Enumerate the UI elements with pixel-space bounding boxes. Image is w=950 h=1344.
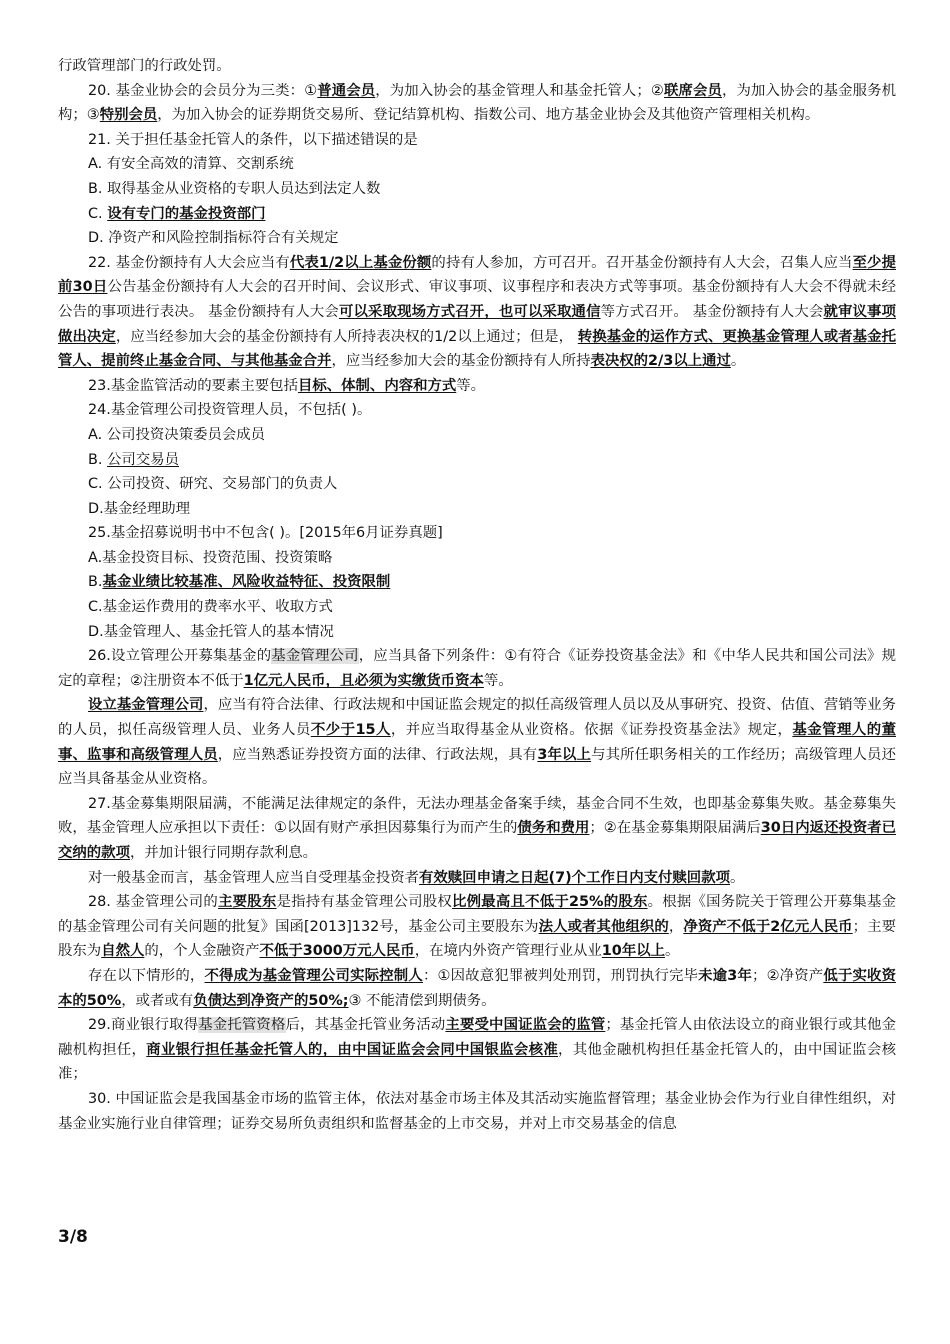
text-run: ，应当经参加大会的基金份额持有人所持表决权的1/2以上通过；但是， [115,328,578,345]
paragraph [58,693,896,791]
paragraph [58,620,896,645]
emphasized-text: 债务和费用 [517,820,590,837]
paragraph [58,374,896,399]
emphasized-text: 1亿元人民币，且必须为实缴货币资本 [243,672,484,689]
text-run: 对一般基金而言，基金管理人应当自受理基金投资者 [88,869,419,886]
text-run: 后，其基金托管业务活动 [285,1017,446,1034]
text-run: D.基金管理人、基金托管人的基本情况 [88,623,334,640]
paragraph [58,497,896,522]
emphasized-text: 有效赎回申请之日起(7)个工作日内支付赎回款项 [419,869,730,886]
text-run: ，应当熟悉证券投资方面的法律、行政法规，具有 [217,746,538,763]
document-body [58,54,896,1136]
text-run: B. [88,574,103,591]
text-run: ；基金托管人由依法设立的商业银行或其他金融机构担任， [58,1017,896,1058]
emphasized-text: 不低于3000万元人民币 [259,943,415,960]
emphasized-text: 商业银行担任基金托管人的，由中国证监会会同中国银监会核准 [146,1041,559,1058]
emphasized-text: 表决权的2/3以上通过 [590,353,731,370]
paragraph [58,964,896,1013]
emphasized-text: 至少提前30日 [58,254,896,296]
emphasized-text: 比例最高且不低于25%的股东 [452,894,648,911]
text-run: 29.商业银行取得 [88,1017,199,1034]
text-run: A.基金投资目标、投资范围、投资策略 [88,549,333,566]
emphasized-text: 自然人 [101,943,145,960]
text-run: ，为加入协会的基金管理人和基金托管人；② [375,82,664,99]
paragraph [58,472,896,497]
emphasized-text: 就审议事项做出决定 [58,303,896,345]
text-run: 。 [730,353,746,370]
text-run: ，并加计银行同期存款利息。 [129,845,318,861]
text-run: 等方式召开。 基金份额持有人大会 [600,303,824,320]
text-run: ，或者或有 [121,992,194,1009]
text-run: ；②在基金募集期限届满后 [589,820,761,837]
emphasized-text: 公司交易员 [107,451,179,468]
text-run: ，为加入协会的证券期货交易所、登记结算机构、指数公司、地方基金业协会及其他资产管理相关机构。 [157,107,820,124]
text-run: 30. 中国证监会是我国基金市场的监管主体，依法对基金市场主体及其活动实施监督管理；基金业协会作为行业自律性组织，对基金业实施行业自律管理；证券交易所负责组织和监督基金的上市交易，并对上市交易基金的信息 [58,1090,896,1132]
paragraph [58,177,896,202]
text-run: ：①因故意犯罪被判处刑罚，刑罚执行完毕 [422,967,699,984]
text-run: 等。 [483,672,513,689]
text-run: B. 取得基金从业资格的专职人员达到法定人数 [88,180,381,197]
paragraph [58,1087,896,1136]
text-run: ，其他金融机构担任基金托管人的，由中国证监会核准； [58,1041,896,1083]
text-run: 的，个人金融资产 [144,943,260,960]
emphasized-text: 联席会员 [663,82,722,99]
text-run: 21. 关于担任基金托管人的条件，以下描述错误的是 [88,131,418,148]
paragraph [58,423,896,448]
text-run: ，应当经参加大会的基金份额持有人所持 [331,353,591,370]
text-run: 25.基金招募说明书中不包含( )。[2015年6月证券真题] [88,525,443,542]
text-run: 存在以下情形的， [88,967,205,984]
text-run: 与其所任职务相关的工作经历；高级管理人员还应当具备基金从业资格。 [58,746,896,788]
text-run: 23.基金监管活动的要素主要包括 [88,377,298,394]
text-run: 公告基金份额持有人大会的召开时间、会议形式、审议事项、议事程序和表决方式等事项。基金份额持有人大会不得就未经公告的事项进行表决。 基金份额持有人大会 [58,279,896,320]
paragraph [58,202,896,227]
emphasized-text: 目标、体制、内容和方式 [297,377,457,394]
emphasized-text: 未逾3年 [698,967,753,984]
paragraph [58,448,896,473]
paragraph [58,128,896,153]
text-run: D. 净资产和风险控制指标符合有关规定 [88,230,339,247]
paragraph [58,54,896,79]
emphasized-text: 转换基金的运作方式、更换基金管理人或者基金托管人、提前终止基金合同、与其他基金合并 [58,328,896,370]
text-run: 22. 基金份额持有人大会应当有 [88,254,290,271]
text-run: 28. 基金管理公司的 [88,894,219,911]
text-run: ，应当有符合法律、行政法规和中国证监会规定的拟任高级管理人员以及从事研究、投资、估值、营销等业务的人员，拟任高级管理人员、业务人员 [58,697,896,739]
text-run: D.基金经理助理 [88,500,190,517]
text-run: ， [668,918,684,935]
emphasized-text: 低于实收资本的50% [58,967,896,1009]
paragraph [58,644,896,693]
paragraph [58,570,896,595]
text-run: 24.基金管理公司投资管理人员，不包括( )。 [88,402,372,419]
paragraph [58,251,896,374]
emphasized-text: 法人或者其他组织的 [538,918,669,935]
emphasized-text: 基金管理人的董事、监事和高级管理人员 [58,722,896,763]
emphasized-text: 3年以上 [537,746,592,763]
paragraph [58,1013,896,1087]
paragraph [58,546,896,571]
text-run: C. [88,205,108,222]
text-run: ③ 不能清偿到期债务。 [348,992,496,1009]
emphasized-text: 基金管理公司 [271,648,359,665]
text-run: 。根据《国务院关于管理公开募集基金的基金管理公司有关问题的批复》国函[2013]132号，基金公司主要股东为 [58,894,896,935]
emphasized-text: 特别会员 [99,107,158,124]
text-run: 。 [729,869,745,886]
paragraph [58,398,896,423]
paragraph [58,152,896,177]
paragraph [58,866,896,891]
text-run: A. 有安全高效的清算、交割系统 [88,156,294,173]
text-run: 27.基金募集期限届满，不能满足法律规定的条件，无法办理基金备案手续，基金合同不生效，也即基金募集失败。基金募集失败，基金管理人应承担以下责任：①以固有财产承担因募集行为而产生的 [58,795,896,837]
text-run: ；②净资产 [752,967,824,984]
text-run: ；主要股东为 [58,918,896,960]
text-run: 行政管理部门的行政处罚。 [58,58,231,74]
paragraph [58,890,896,964]
paragraph [58,226,896,251]
emphasized-text: 负债达到净资产的50%; [193,992,349,1009]
text-run: 是指持有基金管理公司股权 [276,894,453,911]
text-run: 26.设立管理公开募集基金的 [88,648,272,665]
text-run: ，并应当取得基金从业资格。依据《证券投资基金法》规定， [390,722,793,739]
text-run: 等。 [456,377,486,394]
text-run: 的持有人参加，方可召开。召开基金份额持有人大会，召集人应当 [431,254,853,271]
emphasized-text: 可以采取现场方式召开，也可以采取通信 [338,303,601,320]
paragraph [58,595,896,620]
text-run: 。 [665,943,680,960]
paragraph [58,521,896,546]
text-run: A. 公司投资决策委员会成员 [88,426,266,443]
emphasized-text: 主要受中国证监会的监管 [445,1017,606,1034]
emphasized-text: 基金业绩比较基准、风险收益特征、投资限制 [102,574,391,591]
emphasized-text: 30日内返还投资者已交纳的款项 [58,820,896,861]
paragraph [58,792,896,866]
text-run: ，为加入协会的基金服务机构；③ [58,82,896,124]
emphasized-text: 基金托管资格 [198,1017,286,1034]
text-run: ，在境内外资产管理行业从业 [414,943,602,960]
emphasized-text: 不得成为基金管理公司实际控制人 [204,967,423,984]
emphasized-text: 10年以上 [601,943,665,960]
text-run: C. 公司投资、研究、交易部门的负责人 [88,476,338,493]
text-run: C.基金运作费用的费率水平、收取方式 [88,599,333,616]
emphasized-text: 净资产不低于2亿元人民币 [683,918,853,935]
emphasized-text: 不少于15人 [310,722,391,739]
page-number: 3/8 [58,1227,88,1247]
text-run: B. [88,451,108,468]
text-run: 20. 基金业协会的会员分为三类：① [88,82,318,99]
emphasized-text: 设有专门的基金投资部门 [107,205,266,222]
paragraph [58,79,896,128]
emphasized-text: 设立基金管理公司 [88,697,204,714]
text-run: ，应当具备下列条件：①有符合《证券投资基金法》和《中华人民共和国公司法》规定的章程；②注册资本不低于 [58,648,896,689]
emphasized-text: 主要股东 [218,894,277,911]
emphasized-text: 普通会员 [317,82,376,99]
emphasized-text: 代表1/2以上基金份额 [289,254,432,271]
